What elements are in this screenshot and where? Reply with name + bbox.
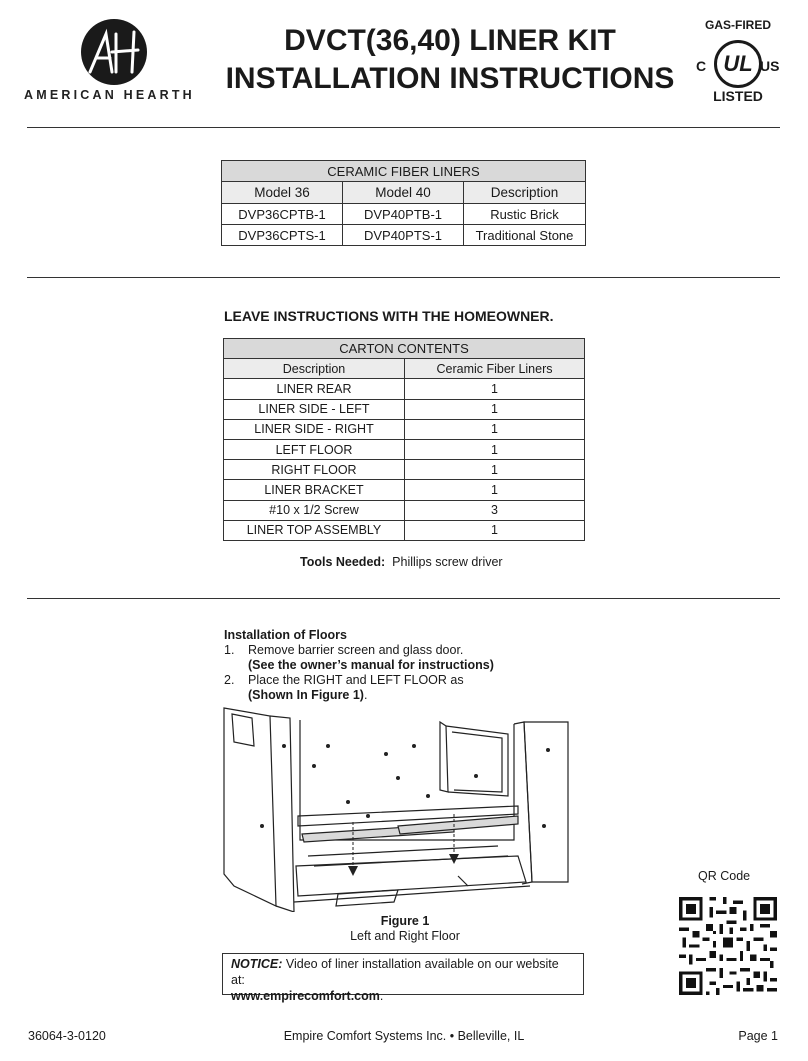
table-cell: 3 [405, 500, 585, 520]
table-cell: LINER SIDE - RIGHT [224, 419, 405, 439]
table-cell: 1 [405, 480, 585, 500]
page-title [222, 22, 678, 98]
table-cell: 1 [405, 439, 585, 459]
step-number: 1. [224, 643, 235, 657]
notice-text: Video of liner installation available on our website at: [231, 957, 559, 987]
table-cell: Rustic Brick [464, 204, 586, 225]
column-header: Description [224, 359, 405, 379]
table-cell: LINER REAR [224, 379, 405, 399]
table-row [222, 204, 586, 225]
step-note: (See the owner’s manual for instructions) [248, 658, 494, 672]
step-note-wrap [224, 688, 524, 703]
step-text: Remove barrier screen and glass door. [248, 643, 464, 657]
notice-box [222, 953, 584, 1003]
table-cell: 1 [405, 399, 585, 419]
figure-title: Figure 1 [380, 914, 430, 928]
carton-contents-table [223, 338, 585, 541]
divider [27, 277, 780, 278]
table-cell: Traditional Stone [464, 225, 586, 246]
brand-name: AMERICAN HEARTH [24, 88, 195, 102]
step-note-end: . [363, 688, 368, 702]
step-note: (Shown In Figure 1) [248, 688, 364, 702]
carton-table-title: CARTON CONTENTS [224, 339, 585, 359]
table-cell: LINER TOP ASSEMBLY [224, 520, 405, 540]
notice-label: NOTICE: [231, 957, 283, 971]
cert-c-text: C [696, 58, 707, 74]
footer-company: Empire Comfort Systems Inc. • Belleville, IL [283, 1029, 525, 1043]
leave-instructions-notice: LEAVE INSTRUCTIONS WITH THE HOMEOWNER. [224, 308, 554, 324]
table-cell: #10 x 1/2 Screw [224, 500, 405, 520]
step-number: 2. [224, 673, 235, 687]
cert-us-text: US [760, 58, 780, 74]
tools-label: Tools Needed: [300, 555, 386, 569]
table-cell: DVP36CPTB-1 [222, 204, 343, 225]
table-cell: RIGHT FLOOR [224, 460, 405, 480]
cert-top-text: GAS-FIRED [705, 18, 771, 32]
cert-bottom-text: LISTED [713, 88, 763, 104]
table-cell: DVP36CPTS-1 [222, 225, 343, 246]
figure-caption [300, 914, 510, 944]
table-row [224, 379, 585, 399]
column-header: Model 40 [343, 182, 464, 204]
list-item [224, 673, 524, 688]
table-row [224, 520, 585, 540]
table-cell: LINER SIDE - LEFT [224, 399, 405, 419]
step-text: Place the RIGHT and LEFT FLOOR as [248, 673, 464, 687]
table-row [224, 399, 585, 419]
table-cell: DVP40PTS-1 [343, 225, 464, 246]
ul-logo-icon [714, 40, 762, 88]
notice-end: . [379, 989, 384, 1003]
installation-instructions [224, 628, 524, 703]
list-item [224, 643, 524, 658]
table-cell: 1 [405, 379, 585, 399]
table-row [224, 460, 585, 480]
table-row [224, 480, 585, 500]
table-row [224, 419, 585, 439]
divider [27, 598, 780, 599]
table-row [224, 439, 585, 459]
ul-certification-mark [688, 16, 788, 108]
instructions-heading: Installation of Floors [224, 628, 347, 642]
cert-mark-text: UL [723, 51, 753, 76]
website-link[interactable]: www.empirecomfort.com [231, 989, 380, 1003]
table-cell: LEFT FLOOR [224, 439, 405, 459]
liners-table [221, 160, 586, 246]
table-row [222, 225, 586, 246]
column-header: Ceramic Fiber Liners [405, 359, 585, 379]
footer-page-number: Page 1 [738, 1029, 778, 1043]
tools-needed [300, 555, 503, 569]
qr-label: QR Code [698, 869, 751, 883]
qr-code-icon[interactable] [679, 897, 777, 995]
table-row [224, 500, 585, 520]
figure-subtitle: Left and Right Floor [350, 929, 460, 943]
liners-table-title: CERAMIC FIBER LINERS [222, 161, 586, 182]
table-cell: 1 [405, 520, 585, 540]
table-cell: 1 [405, 460, 585, 480]
brand-logo [24, 18, 214, 108]
footer-doc-number: 36064-3-0120 [28, 1029, 106, 1043]
table-cell: DVP40PTB-1 [343, 204, 464, 225]
column-header: Model 36 [222, 182, 343, 204]
column-header: Description [464, 182, 586, 204]
table-cell: 1 [405, 419, 585, 439]
figure-1-illustration [218, 706, 570, 912]
title-line-1: DVCT(36,40) LINER KIT [284, 24, 616, 57]
divider [27, 127, 780, 128]
title-line-2: INSTALLATION INSTRUCTIONS [225, 62, 675, 95]
tools-value: Phillips screw driver [392, 555, 503, 569]
table-cell: LINER BRACKET [224, 480, 405, 500]
